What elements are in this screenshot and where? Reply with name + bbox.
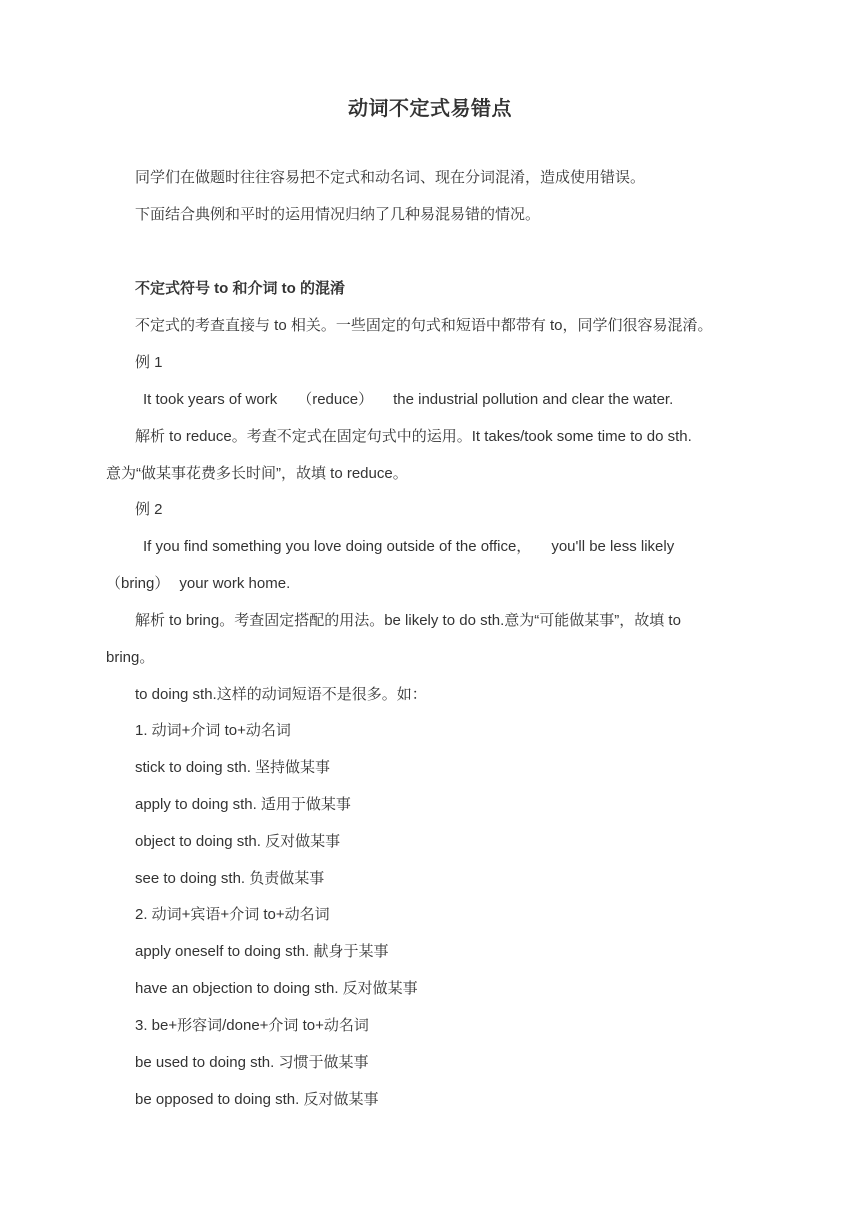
group-1-heading: 1. 动词+介词 to+动名词 xyxy=(135,722,291,739)
example-2-sentence-part1: If you find something you love doing outside of the office， xyxy=(143,538,532,555)
example-2-sentence-line-2 xyxy=(106,574,290,594)
example-2-analysis-line-2: bring。 xyxy=(106,649,155,666)
example-1-analysis-line-1: 解析 to reduce。考查不定式在固定句式中的运用。It takes/took some time to do sth. xyxy=(135,428,692,445)
group-3-item: be used to doing sth. 习惯于做某事 xyxy=(135,1054,369,1071)
document-title: 动词不定式易错点 xyxy=(348,98,512,120)
example-2-sentence-part2: you'll be less likely xyxy=(551,538,675,555)
example-1-sentence-part1: It took years of work xyxy=(143,391,278,408)
example-1-hint: （reduce） xyxy=(297,391,374,408)
example-2-analysis-line-1: 解析 to bring。考查固定搭配的用法。be likely to do sth.意为“可能做某事”，故填 to xyxy=(135,612,681,629)
intro-line-1: 同学们在做题时往往容易把不定式和动名词、现在分词混淆，造成使用错误。 xyxy=(135,169,646,186)
example-2-sentence-line-1 xyxy=(143,537,674,557)
example-1-label: 例 1 xyxy=(135,354,163,371)
example-2-label: 例 2 xyxy=(135,501,163,518)
group-1-item: see to doing sth. 负责做某事 xyxy=(135,870,325,887)
example-1-sentence-part2: the industrial pollution and clear the water. xyxy=(393,391,674,408)
intro-line-2: 下面结合典例和平时的运用情况归纳了几种易混易错的情况。 xyxy=(135,206,541,223)
section-text: 不定式的考查直接与 to 相关。一些固定的句式和短语中都带有 to，同学们很容易混淆。 xyxy=(135,317,713,334)
example-2-hint: （bring） xyxy=(106,575,170,592)
group-2-heading: 2. 动词+宾语+介词 to+动名词 xyxy=(135,906,330,923)
list-intro: to doing sth.这样的动词短语不是很多。如： xyxy=(135,686,427,703)
group-1-item: object to doing sth. 反对做某事 xyxy=(135,833,341,850)
group-1-item: apply to doing sth. 适用于做某事 xyxy=(135,796,351,813)
group-3-heading: 3. be+形容词/done+介词 to+动名词 xyxy=(135,1017,369,1034)
group-2-item: apply oneself to doing sth. 献身于某事 xyxy=(135,943,389,960)
group-2-item: have an objection to doing sth. 反对做某事 xyxy=(135,980,418,997)
example-2-sentence-end: your work home. xyxy=(179,575,291,592)
example-1-sentence xyxy=(143,390,673,410)
section-heading: 不定式符号 to 和介词 to 的混淆 xyxy=(135,280,345,297)
group-1-item: stick to doing sth. 坚持做某事 xyxy=(135,759,331,776)
example-1-analysis-line-2: 意为“做某事花费多长时间”，故填 to reduce。 xyxy=(106,465,408,482)
group-3-item: be opposed to doing sth. 反对做某事 xyxy=(135,1091,379,1108)
